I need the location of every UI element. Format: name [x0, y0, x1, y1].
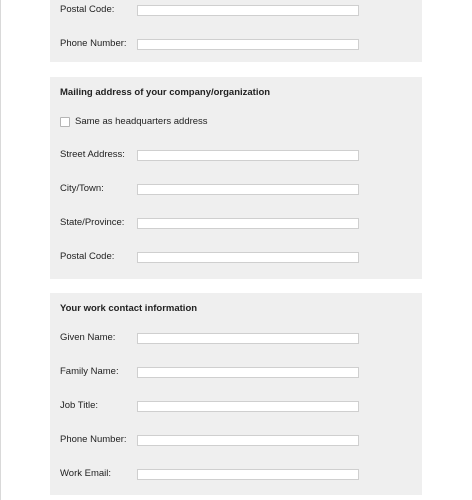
work-email-row: [50, 465, 422, 485]
mailing-state-label: State/Province:: [60, 217, 125, 228]
hq-postal-code-row: [50, 1, 422, 21]
mailing-address-heading: Mailing address of your company/organization: [60, 87, 271, 98]
hq-postal-code-input[interactable]: [137, 5, 359, 16]
work-phone-number-label: Phone Number:: [60, 434, 127, 445]
job-title-input[interactable]: [137, 401, 359, 412]
work-email-label: Work Email:: [60, 468, 112, 479]
same-as-hq-checkbox[interactable]: [60, 117, 70, 127]
mailing-street-address-row: [50, 146, 422, 166]
work-phone-number-input[interactable]: [137, 435, 359, 446]
given-name-label: Given Name:: [60, 332, 116, 343]
mailing-street-address-label: Street Address:: [60, 149, 125, 160]
work-contact-section: [50, 293, 422, 495]
mailing-street-address-input[interactable]: [137, 150, 359, 161]
hq-postal-code-label: Postal Code:: [60, 4, 115, 15]
mailing-city-label: City/Town:: [60, 183, 104, 194]
mailing-city-row: [50, 180, 422, 200]
mailing-postal-code-row: [50, 248, 422, 268]
mailing-postal-code-input[interactable]: [137, 252, 359, 263]
mailing-state-row: [50, 214, 422, 234]
given-name-row: [50, 329, 422, 349]
same-as-hq-label[interactable]: Same as headquarters address: [75, 116, 208, 127]
work-email-input[interactable]: [137, 469, 359, 480]
mailing-address-section: [50, 77, 422, 279]
hq-phone-number-input[interactable]: [137, 39, 359, 50]
headquarters-address-section: [50, 0, 422, 62]
work-phone-number-row: [50, 431, 422, 451]
family-name-label: Family Name:: [60, 366, 119, 377]
job-title-row: [50, 397, 422, 417]
page-left-border: [0, 0, 1, 500]
mailing-city-input[interactable]: [137, 184, 359, 195]
family-name-row: [50, 363, 422, 383]
work-contact-heading: Your work contact information: [60, 303, 198, 314]
hq-phone-number-row: [50, 35, 422, 55]
hq-phone-number-label: Phone Number:: [60, 38, 127, 49]
mailing-state-input[interactable]: [137, 218, 359, 229]
same-as-hq-row[interactable]: [60, 116, 360, 128]
family-name-input[interactable]: [137, 367, 359, 378]
given-name-input[interactable]: [137, 333, 359, 344]
job-title-label: Job Title:: [60, 400, 99, 411]
mailing-postal-code-label: Postal Code:: [60, 251, 115, 262]
